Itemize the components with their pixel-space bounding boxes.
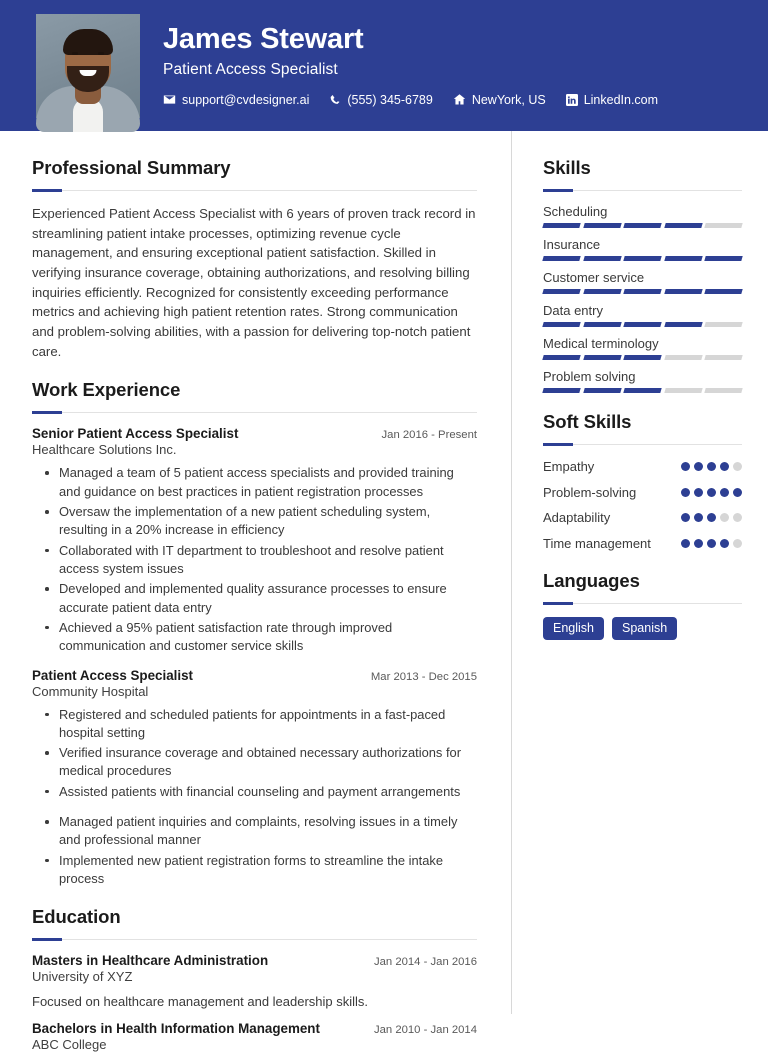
rating-dot	[681, 462, 690, 471]
resume-body	[0, 131, 768, 1052]
skill-segment	[705, 388, 743, 393]
sidebar-column	[511, 131, 768, 1014]
rating-dot	[681, 488, 690, 497]
rating-dot	[733, 488, 742, 497]
list-item: Registered and scheduled patients for appointments in a fast-paced hospital setting	[59, 706, 477, 743]
language-chip[interactable]: English	[543, 617, 604, 640]
skill-segment	[705, 289, 743, 294]
section-title: Soft Skills	[543, 411, 632, 432]
skill-segment	[583, 355, 621, 360]
work-date: Jan 2016 - Present	[381, 429, 477, 442]
resume-header	[0, 0, 768, 131]
work-company: Healthcare Solutions Inc.	[32, 442, 177, 458]
rating-dot	[720, 513, 729, 522]
skill-segment	[583, 388, 621, 393]
work-bullets	[32, 706, 477, 889]
skill-segment	[664, 355, 702, 360]
section-rule	[543, 444, 742, 445]
contact-phone-text: (555) 345-6789	[347, 92, 433, 107]
section-skills	[543, 157, 742, 393]
main-column	[0, 131, 511, 1052]
rating-dot	[681, 539, 690, 548]
section-title: Professional Summary	[32, 157, 231, 178]
rating-dot	[720, 462, 729, 471]
work-role: Patient Access Specialist	[32, 667, 194, 683]
skill-segment	[664, 223, 702, 228]
education-entry-head	[32, 953, 477, 968]
list-item: Achieved a 95% patient satisfaction rate through improved communication and customer service skills	[59, 619, 477, 656]
contact-linkedin-text: LinkedIn.com	[583, 92, 659, 107]
list-item: Implemented new patient registration forms to streamline the intake process	[59, 852, 477, 889]
section-rule	[32, 412, 477, 413]
skill-segment	[623, 388, 661, 393]
skill-label: Scheduling	[543, 204, 608, 219]
header-text-block	[163, 24, 740, 106]
skill-segment	[664, 256, 702, 261]
list-item: Collaborated with IT department to troubleshoot and resolve patient access system issues	[59, 542, 477, 579]
rating-dot	[707, 462, 716, 471]
work-entry	[32, 426, 477, 655]
soft-skill-item	[543, 535, 742, 553]
soft-skill-label: Adaptability	[543, 510, 611, 526]
candidate-name: James Stewart	[163, 23, 364, 56]
soft-skill-label: Empathy	[543, 459, 595, 474]
section-work-experience	[32, 379, 477, 888]
home-icon	[453, 93, 466, 106]
contact-phone[interactable]	[329, 93, 432, 107]
rating-dot	[694, 513, 703, 522]
rating-dot	[733, 513, 742, 522]
skill-segment	[664, 388, 702, 393]
work-entry-head	[32, 668, 477, 683]
rating-dot	[720, 488, 729, 497]
list-item: Verified insurance coverage and obtained necessary authorizations for medical procedures	[59, 744, 477, 781]
skill-label: Customer service	[543, 270, 645, 285]
rating-dot	[694, 462, 703, 471]
skill-item	[543, 204, 742, 228]
work-entry-head	[32, 426, 477, 441]
skill-segment	[542, 355, 580, 360]
skill-segment	[623, 289, 661, 294]
skill-segment	[623, 322, 661, 327]
section-rule	[543, 603, 742, 604]
soft-skill-rating	[681, 458, 742, 471]
skill-level-bar	[543, 355, 742, 360]
section-title: Skills	[543, 157, 591, 178]
language-chip[interactable]: Spanish	[612, 617, 677, 640]
skill-level-bar	[543, 289, 742, 294]
rating-dot	[707, 513, 716, 522]
skill-segment	[705, 223, 743, 228]
contact-list	[163, 93, 740, 107]
skill-segment	[623, 223, 661, 228]
soft-skill-label: Time management	[543, 535, 651, 551]
language-chip-list	[543, 617, 742, 640]
list-item: Managed patient inquiries and complaints, resolving issues in a timely and professional manner	[59, 813, 477, 850]
skill-segment	[583, 256, 621, 261]
contact-email-text: support@cvdesigner.ai	[182, 92, 310, 107]
skill-item	[543, 303, 742, 327]
section-title: Education	[32, 906, 121, 928]
skill-segment	[705, 322, 743, 327]
list-item: Assisted patients with financial counseling and payment arrangements	[59, 783, 477, 801]
contact-location[interactable]	[453, 93, 546, 107]
education-date: Jan 2010 - Jan 2014	[373, 1024, 477, 1037]
skill-item	[543, 270, 742, 294]
linkedin-icon	[566, 94, 578, 106]
education-date: Jan 2014 - Jan 2016	[373, 956, 477, 969]
skill-segment	[705, 256, 743, 261]
skill-item	[543, 336, 742, 360]
soft-skill-rating	[681, 535, 742, 548]
list-item: Managed a team of 5 patient access specialists and provided training and guidance on best practices in patient registration processes	[59, 464, 477, 501]
soft-skill-item	[543, 509, 742, 527]
skill-segment	[542, 289, 580, 294]
section-title: Work Experience	[32, 379, 181, 401]
section-rule	[543, 190, 742, 191]
skill-label: Problem solving	[543, 369, 636, 384]
soft-skill-label: Problem-solving	[543, 484, 637, 500]
envelope-icon	[163, 93, 176, 106]
skill-level-bar	[543, 388, 742, 393]
skill-level-bar	[543, 256, 742, 261]
skill-item	[543, 369, 742, 393]
skill-level-bar	[543, 223, 742, 228]
summary-text: Experienced Patient Access Specialist with 6 years of proven track record in streamlining patient intake processes, optimizing revenue cycle management, and ensuring exceptional patient satisfaction. Skilled in verifying insurance coverage, obtaining authorizations, and resolving billing inquiries efficiently. Recognized for consistently exceeding performance metrics and achieving high patient retention rates. Strong communication and problem-solving abilities, with a passion for delivering top-notch patient care.	[32, 206, 476, 359]
contact-location-text: NewYork, US	[471, 92, 546, 107]
work-role: Senior Patient Access Specialist	[32, 426, 239, 442]
skill-label: Medical terminology	[543, 336, 659, 351]
education-school: ABC College	[32, 1037, 107, 1052]
avatar	[36, 14, 140, 118]
candidate-job-title: Patient Access Specialist	[163, 60, 338, 78]
work-entry	[32, 668, 477, 889]
rating-dot	[733, 539, 742, 548]
skill-segment	[542, 223, 580, 228]
section-title: Languages	[543, 570, 640, 592]
rating-dot	[707, 488, 716, 497]
soft-skill-item	[543, 484, 742, 502]
contact-linkedin[interactable]	[566, 93, 658, 107]
contact-email[interactable]	[163, 93, 309, 107]
skill-segment	[583, 223, 621, 228]
soft-skill-rating	[681, 509, 742, 522]
skill-segment	[623, 256, 661, 261]
skill-segment	[623, 355, 661, 360]
soft-skill-rating	[681, 484, 742, 497]
education-note: Focused on healthcare management and leadership skills.	[32, 994, 369, 1010]
rating-dot	[733, 462, 742, 471]
education-degree: Masters in Healthcare Administration	[32, 953, 269, 969]
skill-level-bar	[543, 322, 742, 327]
rating-dot	[707, 539, 716, 548]
rating-dot	[694, 539, 703, 548]
section-education	[32, 906, 477, 1052]
education-degree: Bachelors in Health Information Management	[32, 1021, 320, 1037]
section-languages	[543, 570, 742, 640]
rating-dot	[694, 488, 703, 497]
skill-segment	[583, 322, 621, 327]
skill-segment	[705, 355, 743, 360]
skill-segment	[542, 388, 580, 393]
soft-skill-item	[543, 458, 742, 476]
section-rule	[32, 190, 477, 191]
rating-dot	[681, 513, 690, 522]
skill-segment	[542, 256, 580, 261]
skill-segment	[664, 322, 702, 327]
work-company: Community Hospital	[32, 683, 149, 699]
education-entry	[32, 1021, 477, 1052]
education-entry-head	[32, 1021, 477, 1036]
skill-label: Insurance	[543, 237, 601, 252]
phone-icon	[329, 93, 341, 106]
education-entry	[32, 953, 477, 1009]
skill-segment	[542, 322, 580, 327]
skill-segment	[664, 289, 702, 294]
work-bullets	[32, 464, 477, 655]
section-rule	[32, 939, 477, 940]
section-professional-summary	[32, 157, 477, 361]
list-item: Developed and implemented quality assurance processes to ensure accurate patient data entry	[59, 580, 477, 617]
skill-label: Data entry	[543, 303, 603, 318]
list-item: Oversaw the implementation of a new patient scheduling system, resulting in a 20% increase in efficiency	[59, 503, 477, 540]
skill-item	[543, 237, 742, 261]
section-soft-skills	[543, 411, 742, 552]
education-school: University of XYZ	[32, 969, 133, 985]
work-date: Mar 2013 - Dec 2015	[370, 670, 477, 683]
rating-dot	[720, 539, 729, 548]
skill-segment	[583, 289, 621, 294]
